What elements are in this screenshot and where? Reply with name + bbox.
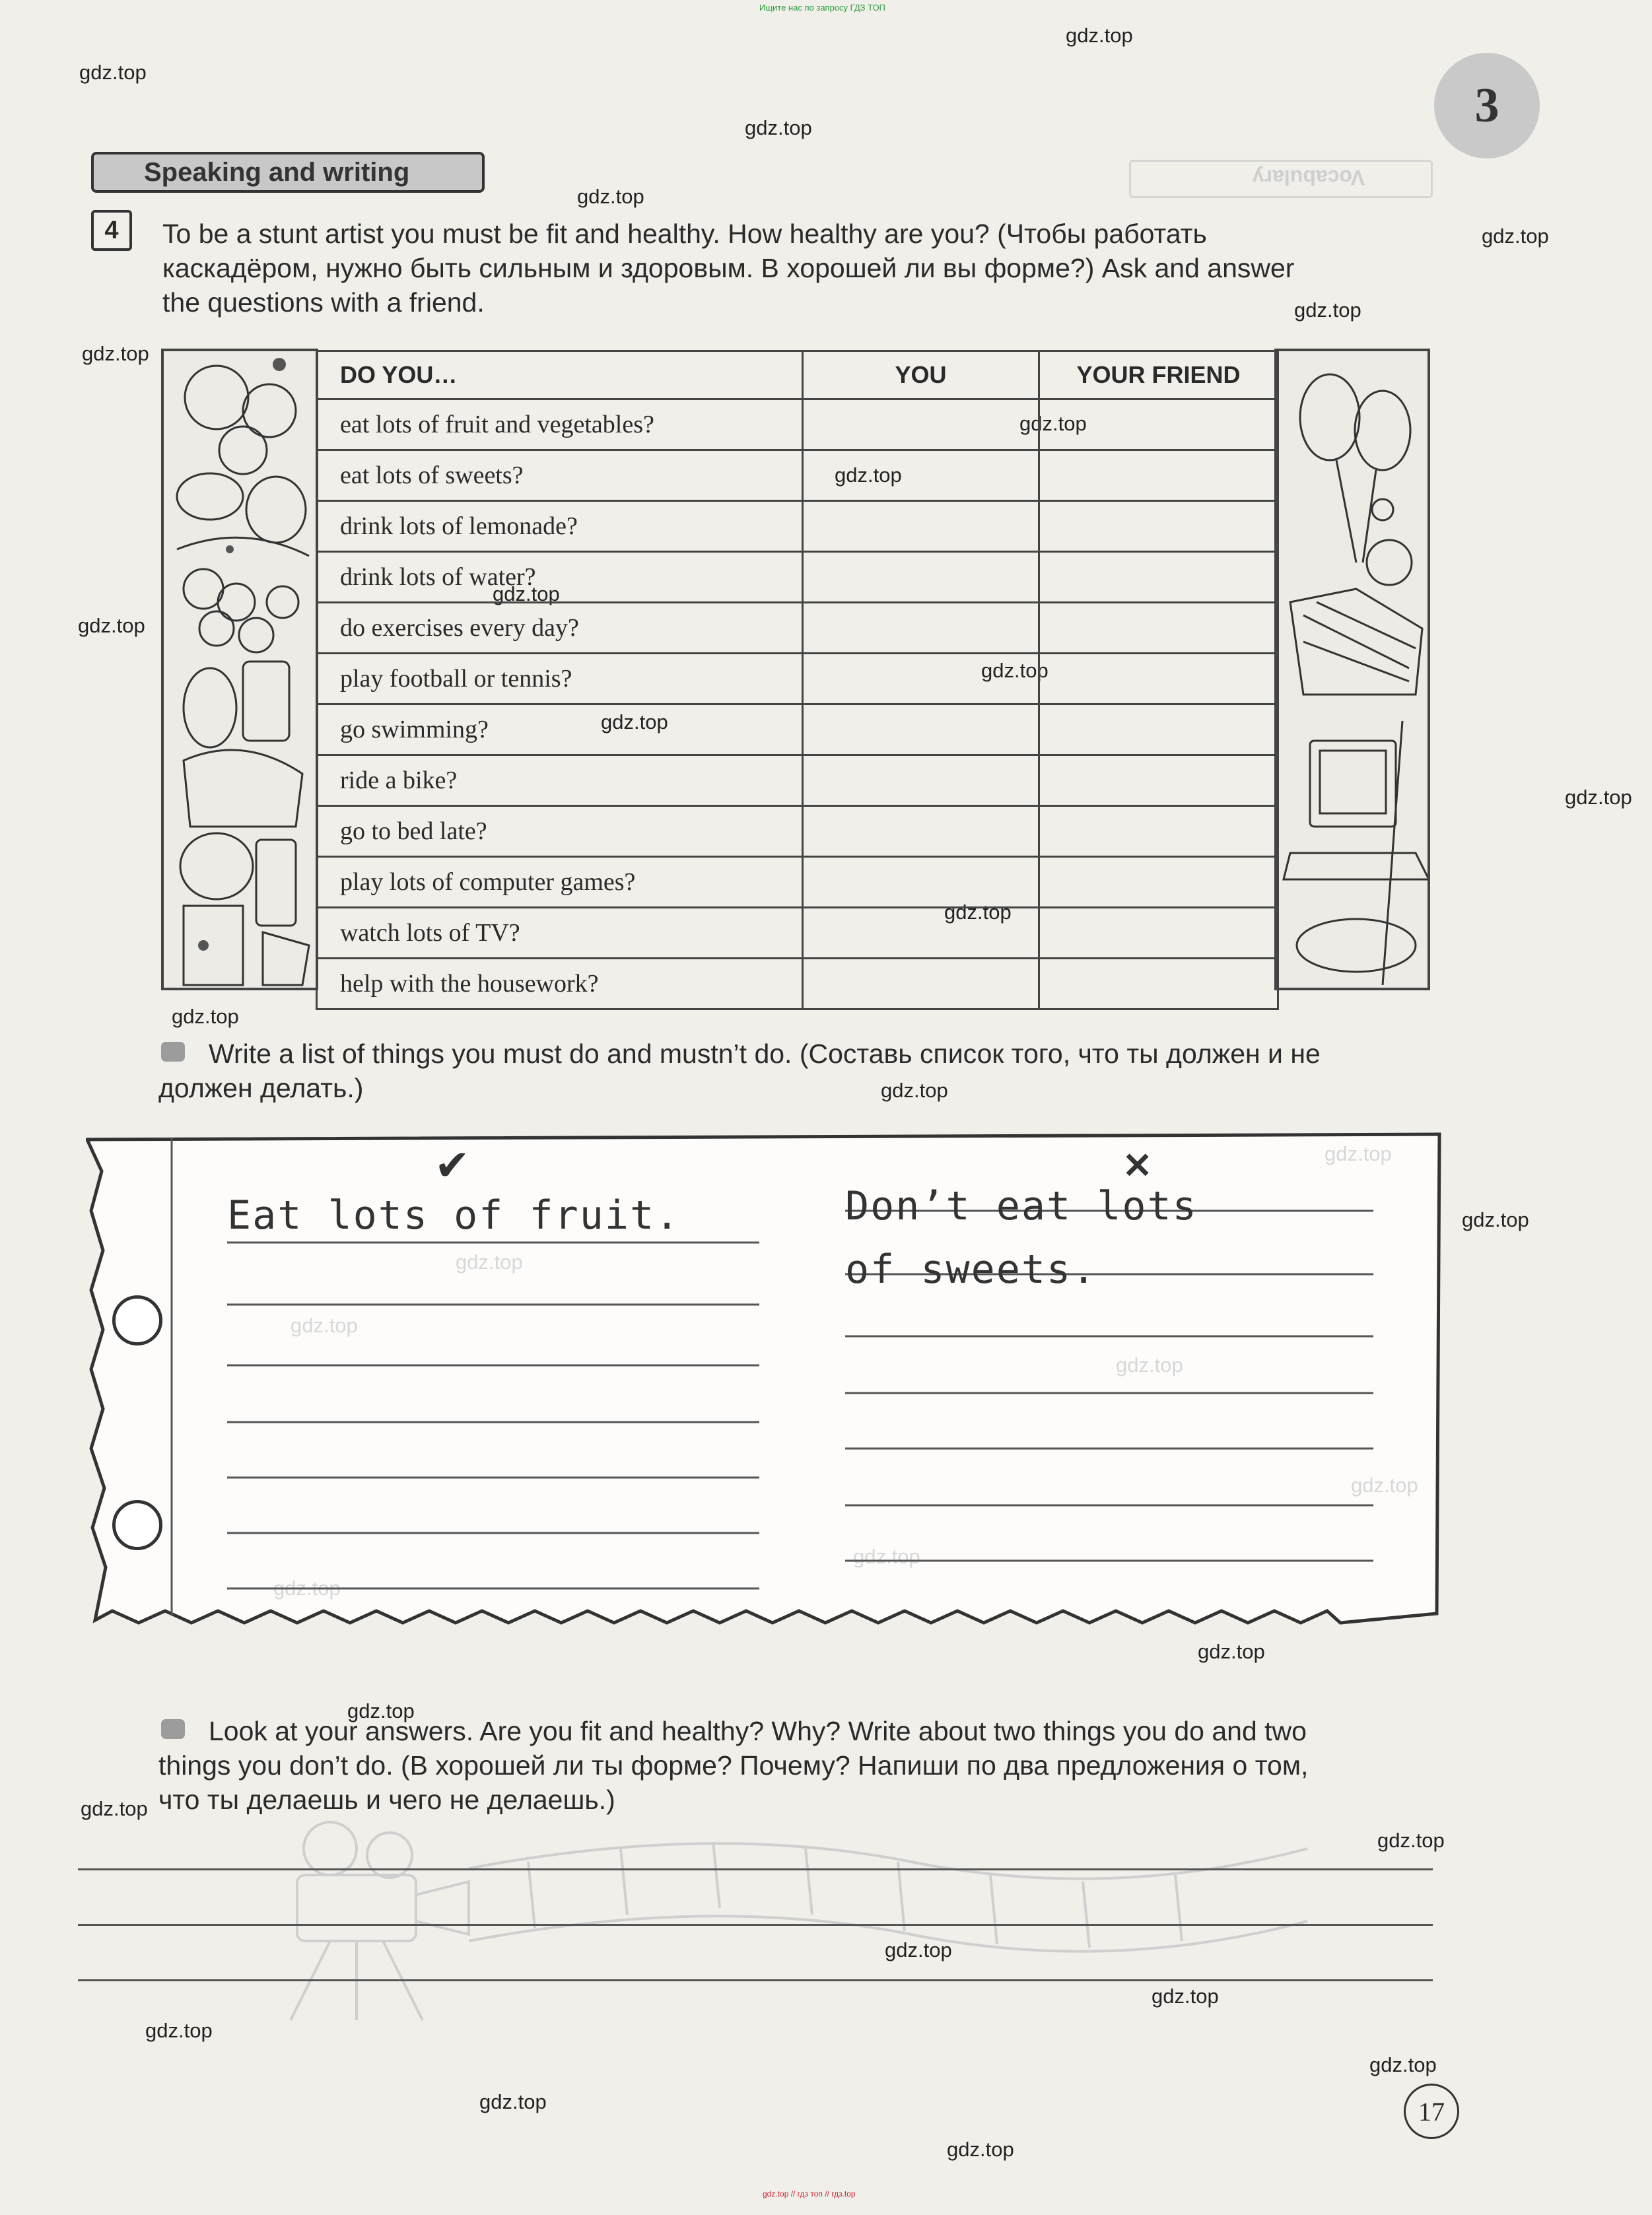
task3-line: Look at your answers. Are you fit and healthy? Why? Write about two things you do and two [209,1716,1307,1746]
watermark: gdz.top [1377,1829,1445,1852]
watermark: gdz.top [493,582,560,605]
watermark: gdz.top [981,659,1049,682]
you-answer-cell[interactable] [803,399,1039,450]
watermark: gdz.top [1066,24,1133,47]
watermark: gdz.top [835,463,902,487]
answer-line[interactable] [78,1924,1433,1926]
friend-answer-cell[interactable] [1039,654,1278,704]
watermark: gdz.top [601,710,668,733]
sports-drawing [1277,351,1430,990]
table-row [317,857,1278,908]
you-answer-cell[interactable] [803,450,1039,501]
question-cell: play football or tennis? [317,654,803,704]
table-row [317,501,1278,552]
task-bullet-icon [161,1719,185,1739]
mustnt-example-line2: of sweets. [845,1246,1097,1293]
question-cell: watch lots of TV? [317,908,803,959]
friend-answer-cell[interactable] [1039,552,1278,603]
friend-answer-cell[interactable] [1039,857,1278,908]
page-number: 17 [1404,2084,1459,2139]
friend-answer-cell[interactable] [1039,399,1278,450]
question-cell: eat lots of sweets? [317,450,803,501]
cross-mark-icon: ✕ [1122,1146,1153,1186]
exercise-number: 4 [91,210,132,251]
watermark: gdz.top [947,2138,1014,2161]
you-answer-cell[interactable] [803,603,1039,654]
watermark: gdz.top [881,1079,948,1102]
watermark: gdz.top [885,1938,952,1961]
watermark: gdz.top [1482,224,1549,248]
table-row [317,908,1278,959]
table-row [317,552,1278,603]
binder-hole-icon [112,1295,162,1346]
footer-links[interactable]: gdz.top // гдз топ // гдз.top [763,2189,856,2198]
watermark: gdz.top [347,1699,415,1722]
you-answer-cell[interactable] [803,654,1039,704]
watermark: gdz.top [479,2090,547,2113]
unit-number-badge: 3 [1434,53,1540,158]
instruction-line: To be a stunt artist you must be fit and healthy. How healthy are you? (Чтобы работать [162,219,1207,249]
question-cell: drink lots of water? [317,552,803,603]
you-answer-cell[interactable] [803,501,1039,552]
you-answer-cell[interactable] [803,959,1039,1009]
watermark: gdz.top [1294,298,1361,322]
question-cell: eat lots of fruit and vegetables? [317,399,803,450]
watermark: gdz.top [1152,1985,1219,2008]
instruction-line: the questions with a friend. [162,287,485,318]
food-drawing [164,351,318,990]
you-answer-cell[interactable] [803,806,1039,857]
answer-line[interactable] [78,1979,1433,1981]
table-row [317,755,1278,806]
friend-answer-cell[interactable] [1039,908,1278,959]
table-row [317,450,1278,501]
watermark: gdz.top [78,614,145,637]
watermark: gdz.top [944,901,1012,924]
table-row [317,654,1278,704]
watermark: gdz.top [145,2019,213,2042]
binder-hole-icon [112,1500,162,1550]
check-mark-icon: ✔ [434,1142,470,1189]
must-example: Eat lots of fruit. [227,1192,681,1239]
you-answer-cell[interactable] [803,704,1039,755]
instruction-line: каскадёром, нужно быть сильным и здоровым. В хорошей ли вы форме?) Ask and answer [162,253,1295,283]
friend-answer-cell[interactable] [1039,603,1278,654]
watermark: gdz.top [1019,412,1087,435]
top-banner: Ищите нас по запросу ГДЗ ТОП [759,3,885,13]
table-row [317,959,1278,1009]
task-bullet-icon [161,1042,185,1062]
question-cell: drink lots of lemonade? [317,501,803,552]
habits-table [316,350,1279,1010]
watermark: gdz.top [79,61,147,84]
table-row [317,806,1278,857]
task2-line: Write a list of things you must do and mustn’t do. (Составь список того, что ты должен и не [209,1039,1321,1069]
column-header-do-you: DO YOU… [317,351,803,399]
friend-answer-cell[interactable] [1039,959,1278,1009]
notebook-page [86,1132,1446,1647]
question-cell: ride a bike? [317,755,803,806]
watermark: gdz.top [1462,1208,1529,1231]
you-answer-cell[interactable] [803,908,1039,959]
question-cell: play lots of computer games? [317,857,803,908]
task3-line: что ты делаешь и чего не делаешь.) [158,1785,615,1815]
you-answer-cell[interactable] [803,857,1039,908]
friend-answer-cell[interactable] [1039,755,1278,806]
table-row [317,399,1278,450]
watermark: gdz.top [81,1797,148,1820]
watermark: gdz.top [82,342,149,365]
watermark: gdz.top [1369,2053,1437,2076]
question-cell: help with the housework? [317,959,803,1009]
watermark: gdz.top [577,185,644,208]
column-header-your-friend: YOUR FRIEND [1039,351,1278,399]
watermark: gdz.top [745,116,812,139]
bleed-through-tab: Vocabulary [1129,160,1433,198]
question-cell: go swimming? [317,704,803,755]
friend-answer-cell[interactable] [1039,704,1278,755]
table-row [317,704,1278,755]
watermark: gdz.top [1565,786,1632,809]
column-header-you: YOU [803,351,1039,399]
friend-answer-cell[interactable] [1039,450,1278,501]
table-header-row [317,351,1278,399]
friend-answer-cell[interactable] [1039,806,1278,857]
friend-answer-cell[interactable] [1039,501,1278,552]
answer-line[interactable] [78,1868,1433,1870]
table-row [317,603,1278,654]
task3-line: things you don’t do. (В хорошей ли ты форме? Почему? Напиши по два предложения о том, [158,1750,1309,1781]
watermark: gdz.top [1198,1640,1265,1663]
question-cell: go to bed late? [317,806,803,857]
food-illustration [161,349,318,990]
section-title: Speaking and writing [91,152,485,193]
watermark: gdz.top [172,1005,239,1028]
mustnt-example-line1: Don’t eat lots [845,1183,1198,1229]
question-cell: do exercises every day? [317,603,803,654]
sports-illustration [1274,349,1430,990]
film-camera-illustration [251,1809,1439,2027]
you-answer-cell[interactable] [803,755,1039,806]
task2-line: должен делать.) [158,1073,364,1103]
you-answer-cell[interactable] [803,552,1039,603]
